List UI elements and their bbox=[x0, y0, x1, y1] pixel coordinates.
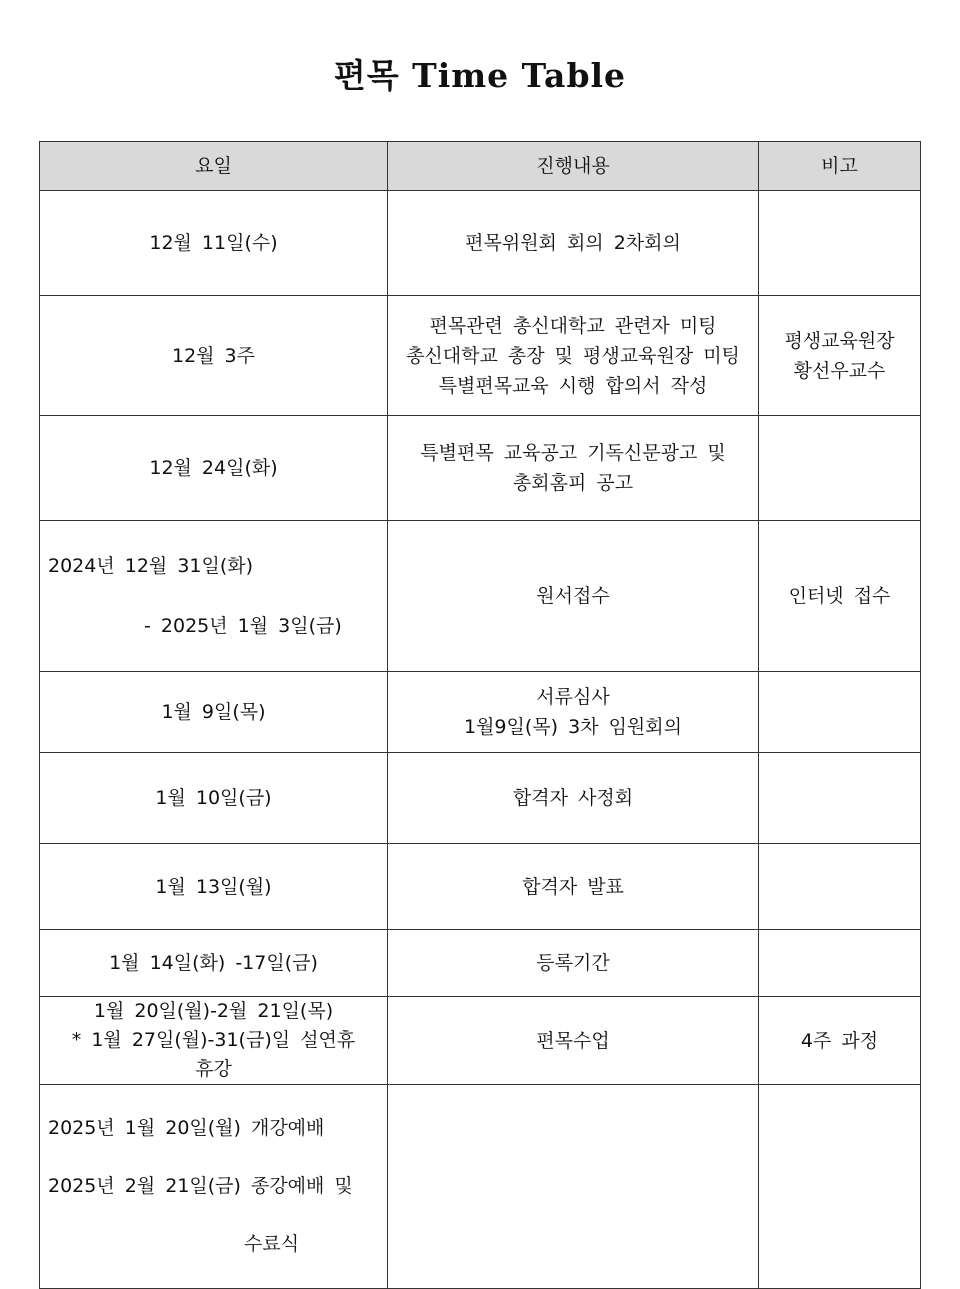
table-row bbox=[40, 1085, 921, 1289]
cell-content: 합격자 사정회 bbox=[388, 753, 759, 844]
cell-note: 인터넷 접수 bbox=[759, 521, 921, 672]
header-note: 비고 bbox=[759, 142, 921, 191]
cell-note bbox=[759, 416, 921, 521]
table-row bbox=[40, 296, 921, 416]
cell-content: 편목관련 총신대학교 관련자 미팅 총신대학교 총장 및 평생교육원장 미팅 특별편목교육 시행 합의서 작성 bbox=[388, 296, 759, 416]
table-row bbox=[40, 672, 921, 753]
cell-content: 편목위원회 회의 2차회의 bbox=[388, 191, 759, 296]
cell-content: 서류심사 1월9일(목) 3차 임원회의 bbox=[388, 672, 759, 753]
cell-day: 1월 10일(금) bbox=[40, 753, 388, 844]
cell-day bbox=[40, 1085, 388, 1289]
cell-day: 12월 3주 bbox=[40, 296, 388, 416]
cell-content: 편목수업 bbox=[388, 997, 759, 1085]
cell-day-line: - 2025년 1월 3일(금) bbox=[144, 615, 342, 637]
cell-note bbox=[759, 844, 921, 930]
cell-day: 12월 11일(수) bbox=[40, 191, 388, 296]
cell-day-line: 2024년 12월 31일(화) bbox=[48, 555, 254, 577]
cell-note bbox=[759, 191, 921, 296]
table-row bbox=[40, 521, 921, 672]
table-row bbox=[40, 844, 921, 930]
header-content: 진행내용 bbox=[388, 142, 759, 191]
cell-note bbox=[759, 672, 921, 753]
cell-note: 4주 과정 bbox=[759, 997, 921, 1085]
cell-content: 원서접수 bbox=[388, 521, 759, 672]
header-day: 요일 bbox=[40, 142, 388, 191]
cell-day: 1월 9일(목) bbox=[40, 672, 388, 753]
page-title: 편목 Time Table bbox=[333, 56, 627, 95]
cell-note bbox=[759, 1085, 921, 1289]
cell-content: 합격자 발표 bbox=[388, 844, 759, 930]
cell-content: 등록기간 bbox=[388, 930, 759, 997]
cell-day: 1월 14일(화) -17일(금) bbox=[40, 930, 388, 997]
cell-day bbox=[40, 521, 388, 672]
cell-note bbox=[759, 930, 921, 997]
cell-day-line: 수료식 bbox=[244, 1233, 300, 1255]
cell-content: 특별편목 교육공고 기독신문광고 및 총회홈피 공고 bbox=[388, 416, 759, 521]
cell-note bbox=[759, 753, 921, 844]
cell-day-line: 2025년 1월 20일(월) 개강예배 bbox=[48, 1117, 325, 1139]
cell-day: 1월 13일(월) bbox=[40, 844, 388, 930]
cell-day: 12월 24일(화) bbox=[40, 416, 388, 521]
table-row bbox=[40, 997, 921, 1085]
table-row bbox=[40, 191, 921, 296]
table-row bbox=[40, 416, 921, 521]
cell-day: 1월 20일(월)-2월 21일(목) * 1월 27일(월)-31(금)일 설연휴 휴강 bbox=[40, 997, 388, 1085]
table-row bbox=[40, 753, 921, 844]
cell-note: 평생교육원장 황선우교수 bbox=[759, 296, 921, 416]
time-table bbox=[39, 141, 921, 1289]
cell-content bbox=[388, 1085, 759, 1289]
cell-day-line: 2025년 2월 21일(금) 종강예배 및 bbox=[48, 1175, 353, 1197]
table-header-row bbox=[40, 142, 921, 191]
table-row bbox=[40, 930, 921, 997]
